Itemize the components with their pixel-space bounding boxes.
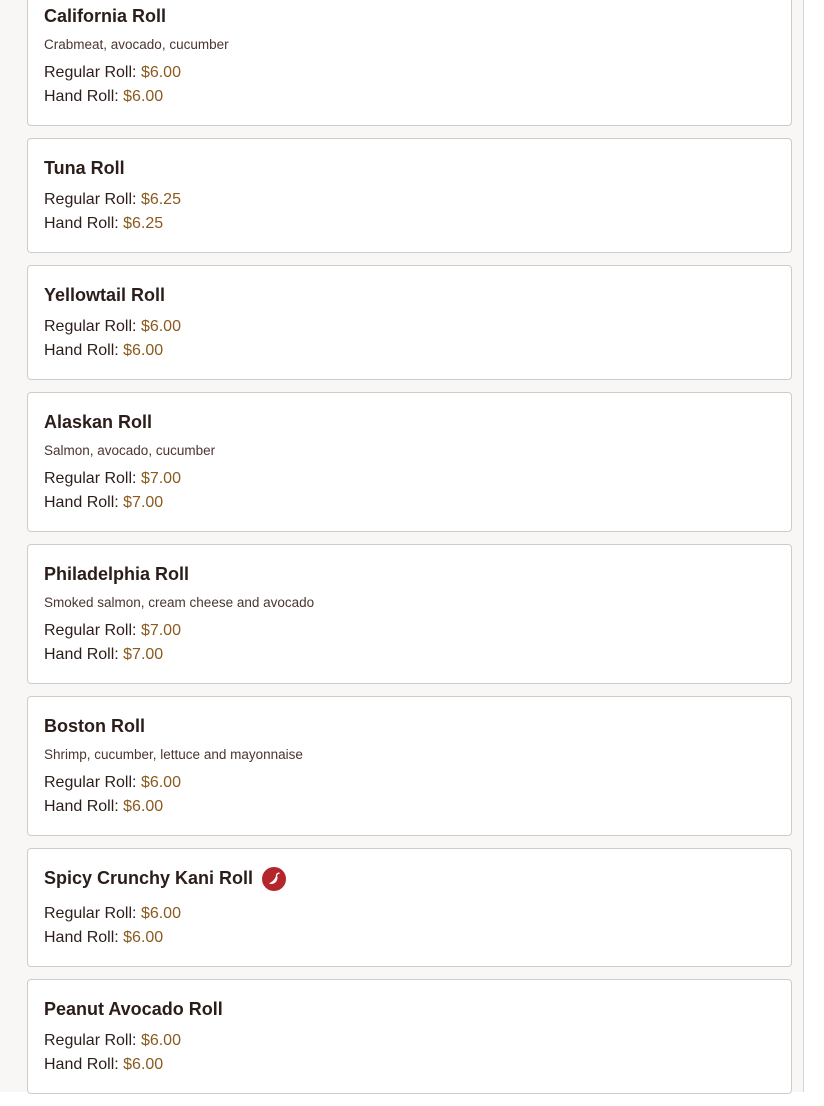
menu-item-prices xyxy=(44,467,775,515)
price-label: Hand Roll: xyxy=(44,494,119,511)
menu-item-header xyxy=(44,863,775,893)
menu-item-card[interactable] xyxy=(27,265,792,380)
price-amount: $6.25 xyxy=(123,215,164,232)
menu-item-header xyxy=(44,153,775,183)
price-label: Regular Roll: xyxy=(44,64,137,81)
menu-item-name: Spicy Crunchy Kani Roll xyxy=(44,868,254,888)
menu-item-name: Peanut Avocado Roll xyxy=(44,999,223,1019)
menu-item-card[interactable] xyxy=(27,0,792,126)
menu-item-description: Smoked salmon, cream cheese and avocado xyxy=(44,595,315,610)
price-option-hand[interactable] xyxy=(44,491,775,515)
menu-item-card[interactable] xyxy=(27,544,792,684)
menu-item-prices xyxy=(44,1029,775,1077)
price-option-regular[interactable] xyxy=(44,771,775,795)
menu-item-name: California Roll xyxy=(44,6,167,26)
menu-item-name: Tuna Roll xyxy=(44,158,125,178)
price-label: Hand Roll: xyxy=(44,88,119,105)
price-label: Regular Roll: xyxy=(44,905,137,922)
menu-item-header xyxy=(44,559,775,589)
menu-item-description: Shrimp, cucumber, lettuce and mayonnaise xyxy=(44,747,303,762)
price-option-regular[interactable] xyxy=(44,61,775,85)
price-option-regular[interactable] xyxy=(44,902,775,926)
price-option-regular[interactable] xyxy=(44,1029,775,1053)
price-label: Hand Roll: xyxy=(44,929,119,946)
price-amount: $6.25 xyxy=(140,191,181,208)
menu-item-name: Yellowtail Roll xyxy=(44,285,166,305)
menu-item-list xyxy=(27,0,792,1106)
chili-pepper-icon xyxy=(262,867,286,891)
price-option-regular[interactable] xyxy=(44,188,775,212)
price-label: Hand Roll: xyxy=(44,215,119,232)
price-label: Regular Roll: xyxy=(44,1032,137,1049)
price-label: Hand Roll: xyxy=(44,646,119,663)
price-label: Regular Roll: xyxy=(44,191,137,208)
menu-item-card[interactable] xyxy=(27,848,792,967)
menu-item-prices xyxy=(44,61,775,109)
price-option-hand[interactable] xyxy=(44,1053,775,1077)
price-amount: $6.00 xyxy=(140,318,181,335)
price-label: Regular Roll: xyxy=(44,622,137,639)
menu-item-header xyxy=(44,711,775,741)
price-option-hand[interactable] xyxy=(44,795,775,819)
menu-item-prices xyxy=(44,619,775,667)
menu-item-name: Philadelphia Roll xyxy=(44,564,190,584)
menu-item-card[interactable] xyxy=(27,979,792,1094)
menu-item-prices xyxy=(44,771,775,819)
price-option-hand[interactable] xyxy=(44,643,775,667)
price-amount: $6.00 xyxy=(140,1032,181,1049)
price-option-hand[interactable] xyxy=(44,85,775,109)
menu-item-prices xyxy=(44,188,775,236)
menu-item-header xyxy=(44,407,775,437)
price-option-regular[interactable] xyxy=(44,467,775,491)
price-option-hand[interactable] xyxy=(44,212,775,236)
price-label: Hand Roll: xyxy=(44,1056,119,1073)
price-option-regular[interactable] xyxy=(44,619,775,643)
price-amount: $6.00 xyxy=(123,929,164,946)
price-label: Hand Roll: xyxy=(44,798,119,815)
menu-item-description: Salmon, avocado, cucumber xyxy=(44,443,216,458)
price-amount: $7.00 xyxy=(123,494,164,511)
price-label: Regular Roll: xyxy=(44,470,137,487)
menu-item-card[interactable] xyxy=(27,392,792,532)
menu-item-header xyxy=(44,1,775,31)
menu-item-name: Boston Roll xyxy=(44,716,145,736)
price-amount: $6.00 xyxy=(123,88,164,105)
price-option-regular[interactable] xyxy=(44,315,775,339)
price-amount: $6.00 xyxy=(123,342,164,359)
menu-item-header xyxy=(44,994,775,1024)
price-option-hand[interactable] xyxy=(44,339,775,363)
price-amount: $6.00 xyxy=(140,905,181,922)
price-label: Hand Roll: xyxy=(44,342,119,359)
menu-item-name: Alaskan Roll xyxy=(44,412,153,432)
menu-item-card[interactable] xyxy=(27,696,792,836)
menu-item-prices xyxy=(44,315,775,363)
price-option-hand[interactable] xyxy=(44,926,775,950)
price-label: Regular Roll: xyxy=(44,774,137,791)
price-amount: $6.00 xyxy=(140,64,181,81)
price-amount: $7.00 xyxy=(140,622,181,639)
price-amount: $6.00 xyxy=(140,774,181,791)
price-label: Regular Roll: xyxy=(44,318,137,335)
menu-item-prices xyxy=(44,902,775,950)
price-amount: $6.00 xyxy=(123,798,164,815)
price-amount: $7.00 xyxy=(123,646,164,663)
price-amount: $7.00 xyxy=(140,470,181,487)
price-amount: $6.00 xyxy=(123,1056,164,1073)
menu-item-card[interactable] xyxy=(27,138,792,253)
menu-item-description: Crabmeat, avocado, cucumber xyxy=(44,37,229,52)
menu-item-header xyxy=(44,280,775,310)
